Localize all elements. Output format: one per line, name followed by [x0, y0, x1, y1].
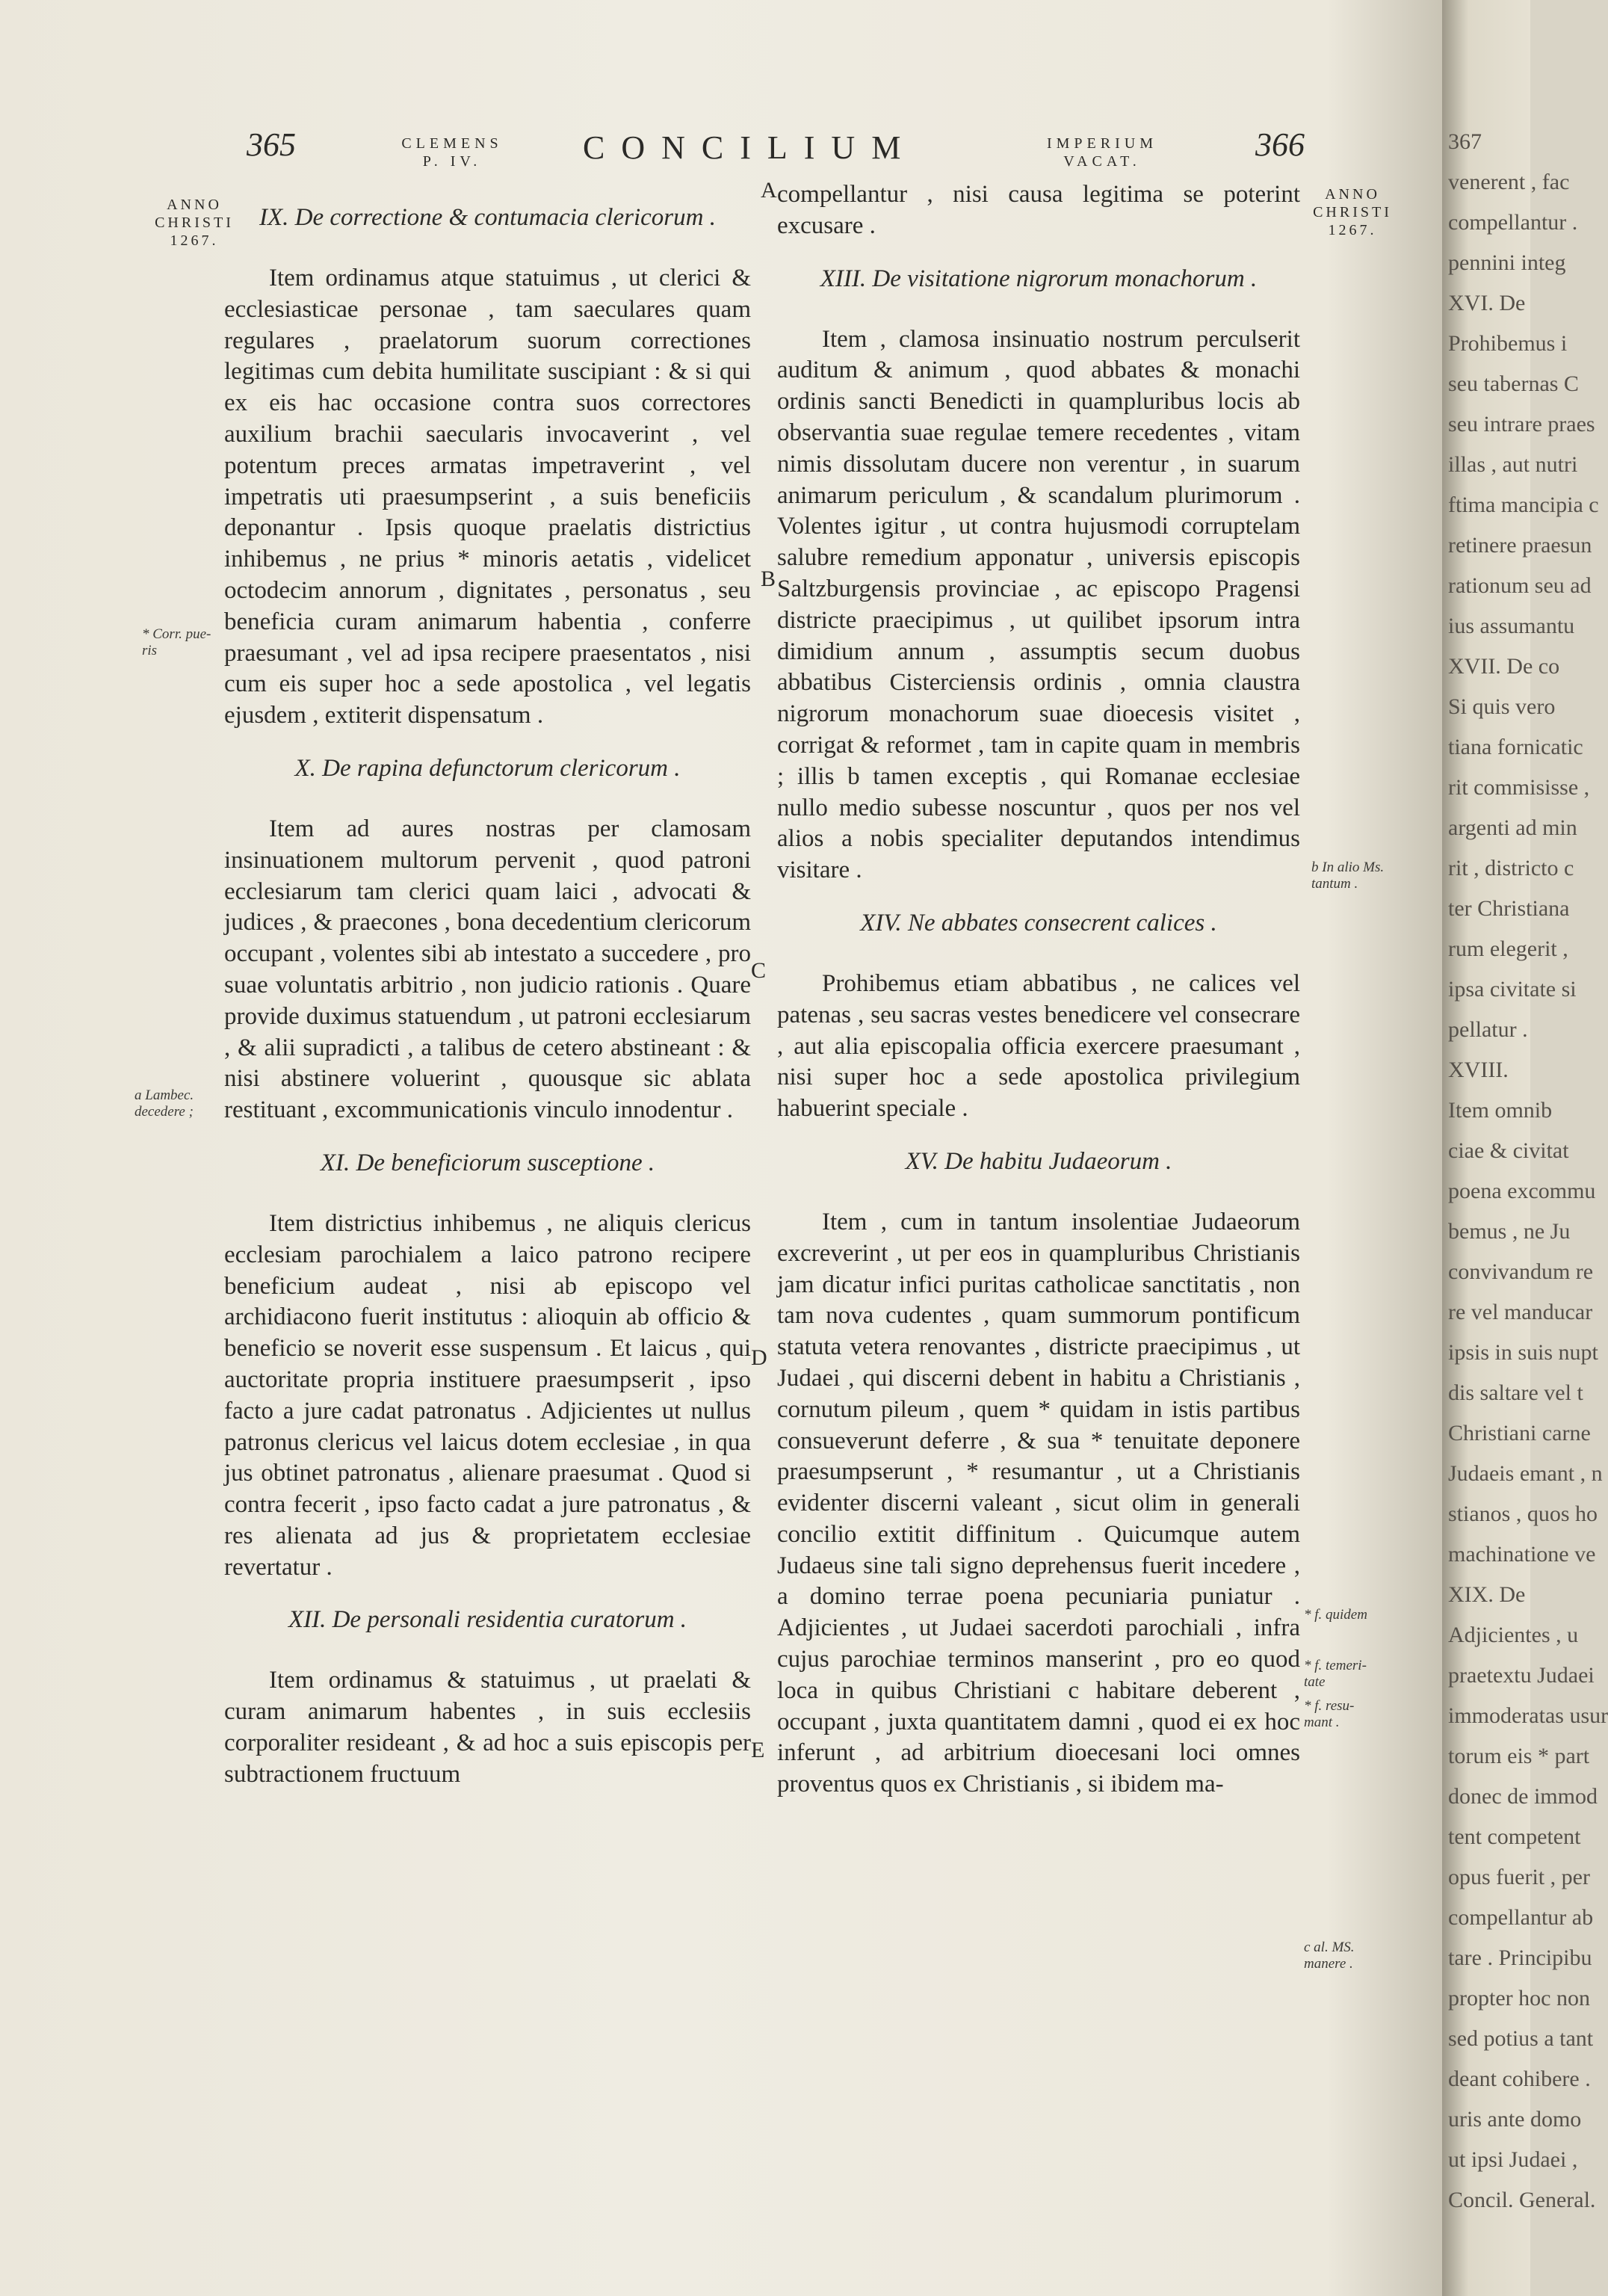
next-page-fragment: ftima mancipia c [1448, 493, 1599, 517]
section-marker-c: C [751, 958, 767, 983]
margin-note-resumant: * f. resu- mant . [1304, 1698, 1355, 1730]
left-page-number: 365 [247, 126, 296, 163]
next-page-fragment: rit , districto c [1448, 856, 1574, 880]
margin-note-corr: * Corr. pue- ris [142, 626, 211, 658]
next-page-fragment: Adjicientes , u [1448, 1623, 1579, 1647]
next-page-fragment: donec de immod [1448, 1784, 1598, 1809]
next-page-fragment: re vel manducar [1448, 1300, 1593, 1324]
next-page-fragment: dis saltare vel t [1448, 1380, 1583, 1405]
left-running-head [377, 135, 527, 170]
next-page-fragment: ius assumantu [1448, 614, 1575, 638]
section-paragraph: Item , clamosa insinuatio nostrum perculserit auditum & animum , quod abbates & monachi ordinis sancti Benedicti in quampluribus locis ab observantia suae regulae temere recedentes , vitam nimis dissolutam ducere non verentur , in suarum animarum periculum , & scandalum plurimorum . Volentes igitur , ut contra hujusmodi corruptelam salubre remedium apponatur , universis episcopis Saltzburgensis provinciae , ac episcopo Pragensi districte praecipimus , ut quilibet ipsorum intra dimidium annum , assumptis secum duobus abbatibus Cisterciensis ordinis , omnia claustra nigrorum monachorum suae dioecesis visitet , corrigat & reformet , tam in capite quam in membris ; illis b tamen exceptis , qui Romanae ecclesiae nullo medio subesse noscuntur , quos per nos vel alios a nobis specialiter deputandos intendimus visitare . [777, 325, 1300, 884]
year-label-line: ANNO [167, 197, 222, 213]
section-paragraph: Item districtius inhibemus , ne aliquis clericus ecclesiam parochialem a laico patrono recipere beneficium audeat , nisi ab episcopo vel archidiacono fuerit institutus : alioquin ab officio & beneficio se noverit esse suspensum . Et laicus , qui auctoritate propria instituere praesumpserit , ipso facto a jure cadat patronatus . Adjicientes ut nullus patronus clericus vel laicus dotem ecclesiae , in qua jus obtinet patronatus , alienare praesumat . Quod si contra fecerit , ipso facto cadat a jure patronatus , & res alienata ad jus & proprietatem ecclesiae revertatur . [224, 1209, 751, 1581]
next-page-fragment: argenti ad min [1448, 815, 1577, 840]
year-label-right [1311, 185, 1394, 239]
next-page-fragment: rationum seu ad [1448, 573, 1592, 598]
next-page-fragment: pennini integ [1448, 250, 1566, 275]
year-label-line: CHRISTI [155, 215, 234, 231]
next-page-edge [1442, 0, 1608, 2296]
next-page-fragment: convivandum re [1448, 1259, 1594, 1284]
margin-note-quidem: * f. quidem [1304, 1607, 1367, 1623]
section-marker-d: D [751, 1345, 767, 1370]
next-page-fragment: pellatur . [1448, 1017, 1528, 1042]
section-paragraph: Item ordinamus atque statuimus , ut clerici & ecclesiasticae personae , tam saeculares quam regulares , praelatorum suorum correctiones legitimas cum debita humilitate suscipiant : & si qui ex eis hac occasione contra suos correctores auxilium brachii saecularis invocaverint , vel potentum preces armatas impetraverint , vel impetratis uti praesumpserint , a suis beneficiis deponantur . Ipsis quoque praelatis districtius inhibemus , ne prius * minoris aetatis , videlicet octodecim annorum , dignitates , personatus , seu beneficia curam animarum habentia , conferre praesumant , vel ad ipsa recipere praesentatos , nisi cum eis super hoc a sede apostolica , vel legatis ejusdem , extiterit dispensatum . [224, 265, 751, 729]
next-page-fragment: seu tabernas C [1448, 371, 1579, 396]
next-page-fragment: Christiani carne [1448, 1421, 1591, 1445]
running-head-line: IMPERIUM [1046, 135, 1157, 152]
section-heading: IX. De correctione & contumacia clericorum . [259, 204, 716, 231]
next-page-fragment: compellantur . [1448, 210, 1578, 235]
next-page-fragment: Item omnib [1448, 1098, 1553, 1123]
next-page-fragment: poena excommu [1448, 1179, 1596, 1203]
next-page-fragment: ut ipsi Judaei , [1448, 2147, 1578, 2172]
year-label-line: CHRISTI [1313, 204, 1392, 220]
year-label-line: 1267. [1328, 222, 1377, 238]
next-page-fragment: Prohibemus i [1448, 331, 1568, 356]
next-page-fragment: Concil. General. [1448, 2188, 1596, 2212]
next-page-fragment: seu intrare praes [1448, 412, 1595, 436]
section-heading: XI. De beneficiorum susceptione . [320, 1149, 655, 1176]
next-page-fragment: rit commisisse , [1448, 775, 1590, 800]
next-page-fragment: stianos , quos ho [1448, 1502, 1598, 1526]
next-page-fragment: XVIII. [1448, 1058, 1509, 1082]
margin-note-alio-ms: b In alio Ms. tantum . [1311, 860, 1385, 892]
section-paragraph: Item ordinamus & statuimus , ut praelati & curam animarum habentes , in suis ecclesiis corporaliter resideant , & ad hoc a suis episcopis per subtractionem fructuum [224, 1667, 751, 1788]
next-page-fragment: immoderatas usur [1448, 1703, 1608, 1728]
margin-note-lambec: a Lambec. decedere ; [134, 1087, 194, 1120]
section-paragraph: Item ad aures nostras per clamosam insinuationem multorum pervenit , quod patroni ecclesiarum tam clerici quam laici , advocati & judices , & praecones , bona decedentium clericorum occupant , volentes sibi ab intestato a succedere , pro suae voluntatis arbitrio , non judicio rationis . Quare provide duximus statuendum , ut patroni ecclesiarum , & alii supradicti , a talibus de cetero abstineant : & nisi abstinere voluerint , quousque sic ablata restituant , excommunicationis vinculo innodentur . [224, 815, 751, 1124]
next-page-fragment: deant cohibere . [1448, 2067, 1591, 2091]
section-heading: XV. De habitu Judaeorum . [905, 1147, 1172, 1175]
margin-note-temeritate: * f. temeri- tate [1304, 1658, 1367, 1690]
next-page-fragment: sed potius a tant [1448, 2026, 1594, 2051]
next-page-fragment: uris ante domo [1448, 2107, 1582, 2132]
next-page-fragment: torum eis * part [1448, 1744, 1590, 1768]
continued-paragraph: compellantur , nisi causa legitima se poterint excusare . [777, 181, 1300, 239]
next-page-fragment: retinere praesun [1448, 533, 1592, 558]
page-title: CONCILIUM [583, 129, 918, 166]
right-page-number: 366 [1255, 126, 1305, 163]
running-head-line: VACAT. [1063, 153, 1141, 170]
section-marker-e: E [751, 1738, 765, 1762]
section-heading: XIII. De visitatione nigrorum monachorum . [820, 265, 1258, 292]
year-label-line: ANNO [1325, 186, 1380, 203]
year-label-line: 1267. [170, 232, 219, 249]
next-page-fragment: Judaeis emant , n [1448, 1461, 1603, 1486]
next-page-fragment: tent competent [1448, 1824, 1581, 1849]
next-page-fragment: XIX. De [1448, 1582, 1526, 1607]
next-page-fragment: bemus , ne Ju [1448, 1219, 1571, 1244]
next-page-fragment: machinatione ve [1448, 1542, 1596, 1567]
section-heading: X. De rapina defunctorum clericorum . [294, 754, 681, 782]
next-page-fragment: ipsa civitate si [1448, 977, 1577, 1002]
section-heading: XII. De personali residentia curatorum . [288, 1606, 687, 1634]
section-paragraph: Item , cum in tantum insolentiae Judaeorum excreverint , ut per eos in quampluribus Christianis jam dicatur infici puritas catholicae sanctitatis , non tam nova cudentes , quam summorum pontificum statuta vetera renovantes , districte praecipimus , ut Judaei , qui discerni debent in habitu a Christianis , cornutum pileum , quem * quidam in istis partibus consueverunt deferre , & sua * tenuitate deponere praesumpserunt , * resumantur , ut a Christianis evidenter discerni valeant , sicut olim in generali concilio extitit diffinitum . Quicumque autem Judaeus sine tali signo deprehensus fuerit incedere , a domino terrae poena pecuniaria puniatur . Adjicientes , ut Judaei sacerdoti parochiali , infra cujus parochiae terminos manserint , pro eo quod loca in quibus Christiani c habitare deberent , occupant , juxta quantitatem damni , quod ei ex hoc inferunt , ad arbitrium dioecesani loci omnes proventus quos ex Christianis , si ibidem ma- [777, 1208, 1300, 1798]
next-page-fragment: 367 [1448, 129, 1482, 154]
year-label-left [153, 196, 235, 250]
next-page-fragment: venerent , fac [1448, 170, 1570, 194]
next-page-fragment: compellantur ab [1448, 1905, 1594, 1930]
next-page-fragment: illas , aut nutri [1448, 452, 1578, 477]
margin-note-manere: c al. MS. manere . [1304, 1939, 1355, 1972]
next-page-fragment: XVII. De co [1448, 654, 1560, 679]
right-running-head [1046, 135, 1158, 170]
next-page-fragment: praetextu Judaei [1448, 1663, 1595, 1688]
next-page-fragment: propter hoc non [1448, 1986, 1590, 2010]
next-page-fragment: ter Christiana [1448, 896, 1570, 921]
running-head-line: CLEMENS [401, 135, 503, 152]
next-page-fragment: ciae & civitat [1448, 1138, 1569, 1163]
next-page-fragment: opus fuerit , per [1448, 1865, 1590, 1889]
section-paragraph: Prohibemus etiam abbatibus , ne calices vel patenas , seu sacras vestes benedicere vel consecrare , aut alia episcopalia officia exercere praesumant , nisi super hoc a sede apostolica privilegium habuerint speciale . [777, 969, 1300, 1123]
section-marker-b: B [761, 567, 776, 591]
next-page-fragment: tare . Principibu [1448, 1945, 1592, 1970]
running-head-line: P. IV. [422, 153, 482, 170]
next-page-fragment: tiana fornicatic [1448, 735, 1583, 759]
next-page-fragment: Si quis vero [1448, 694, 1556, 719]
section-marker-a: A [761, 178, 777, 203]
next-page-fragment: ipsis in suis nupt [1448, 1340, 1598, 1365]
section-heading: XIV. Ne abbates consecrent calices . [860, 909, 1217, 936]
next-page-fragment: rum elegerit , [1448, 936, 1568, 961]
right-text-column [777, 179, 1300, 1800]
left-text-column [224, 179, 751, 1791]
next-page-fragment: XVI. De [1448, 291, 1526, 315]
